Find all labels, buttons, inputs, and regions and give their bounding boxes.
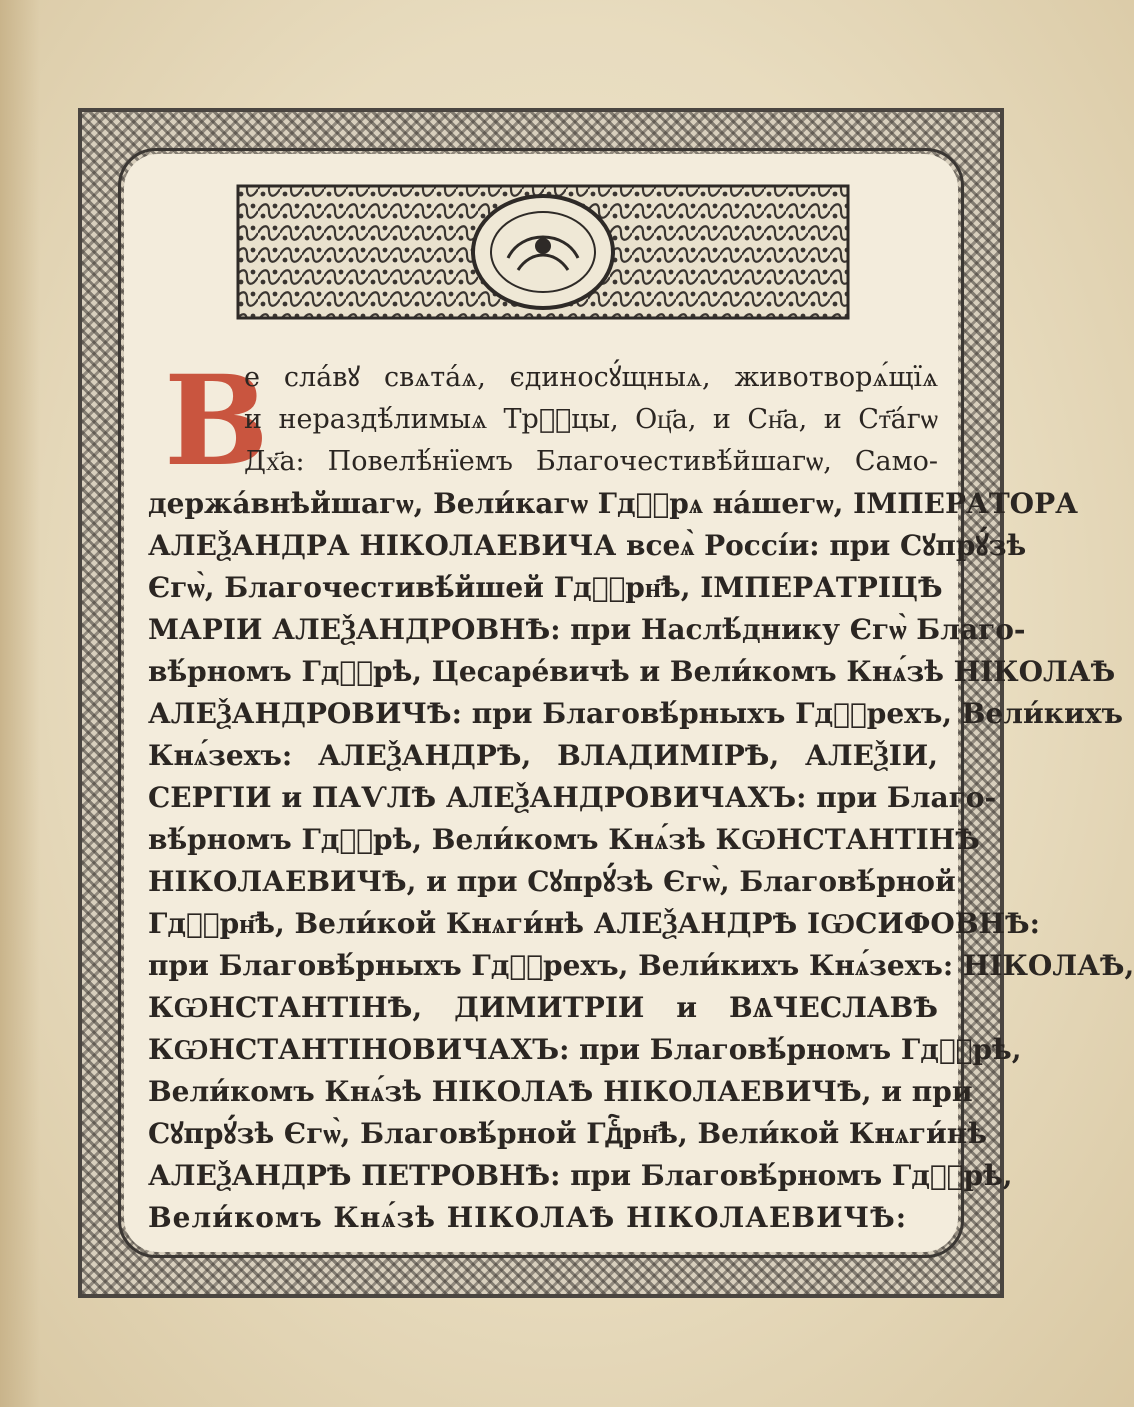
- text-line-11: СЕРГІИ и ПАѴЛѢ АЛЕѮАНДРОВИЧАХЪ: при Благо-: [148, 781, 997, 814]
- text-line-10: Кнѧ́зехъ: АЛЕѮАНДРѢ, ВЛАДИМІРѢ, АЛЕѮІИ,: [148, 739, 938, 772]
- text-line-18: Вели́комъ Кнѧ́зѣ НІКОЛАѢ НІКОЛАЕВИЧѢ, и при: [148, 1075, 973, 1108]
- text-line-5: АЛЕѮАНДРА НІКОЛАЕВИЧА всеѧ̀ Россі́и: при Сꙋпрꙋ́зѣ: [148, 529, 1027, 562]
- text-line-6: Єгѡ̀, Благочестивѣ́йшей Гдⷭ҇рн҃ѣ, ІМПЕРАТРІЦѢ: [148, 571, 943, 604]
- text-line-16: КѠНСТАНТІНѢ, ДИМИТРІИ и ВѦЧЕСЛАВѢ: [148, 991, 938, 1024]
- text-line-9: АЛЕѮАНДРОВИЧѢ: при Благовѣ́рныхъ Гдⷭ҇рехъ, Вели́кихъ: [148, 697, 1123, 730]
- text-line-17: КѠНСТАНТІНОВИЧАХЪ: при Благовѣ́рномъ Гдⷭ҇рѣ,: [148, 1033, 1022, 1066]
- text-line-8: вѣ́рномъ Гдⷭ҇рѣ, Цесаре́вичѣ и Вели́комъ Кнѧ́зѣ НІКОЛАѢ: [148, 655, 1116, 688]
- text-line-19: Сꙋпрꙋ́зѣ Єгѡ̀, Благовѣ́рной Гдⷭ҇рн҃ѣ, Вели́кой Кнѧги́нѣ: [148, 1117, 987, 1150]
- text-line-4: держа́внѣйшагѡ, Вели́кагѡ Гдⷭ҇рѧ на́шегѡ, ІМПЕРАТОРА: [148, 487, 1078, 520]
- text-line-1: е сла́вꙋ свѧта́ѧ, єдиносꙋ́щныѧ, животворѧ́щїѧ: [244, 362, 938, 393]
- text-line-13: НІКОЛАЕВИЧѢ, и при Сꙋпрꙋ́зѣ Єгѡ̀, Благовѣ́рной: [148, 865, 956, 898]
- text-line-21: Вели́комъ Кнѧ́зѣ НІКОЛАѢ НІКОЛАЕВИЧѢ:: [148, 1201, 908, 1234]
- text-line-20: АЛЕѮАНДРѢ ПЕТРОВНѢ: при Благовѣ́рномъ Гдⷭ҇рѣ,: [148, 1159, 1013, 1192]
- text-line-3: Дх҃а: Повелѣ́нїемъ Благочестивѣ́йшагѡ, Само-: [244, 446, 938, 477]
- text-line-15: при Благовѣ́рныхъ Гдⷭ҇рехъ, Вели́кихъ Кнѧ́зехъ: НІКОЛАѢ,: [148, 949, 1134, 982]
- drop-cap: В: [164, 349, 269, 494]
- text-line-2: и нераздѣ́лимыѧ Трⷪ҇цы, Оц҃а, и Сн҃а, и Ст҃а́гѡ: [244, 404, 938, 435]
- text-line-14: Гдⷭ҇рн҃ѣ, Вели́кой Кнѧги́нѣ АЛЕѮАНДРѢ ІѠСИФОВНѢ:: [148, 907, 1040, 940]
- text-line-12: вѣ́рномъ Гдⷭ҇рѣ, Вели́комъ Кнѧ́зѣ КѠНСТАНТІНѢ: [148, 823, 980, 856]
- page-edge-shadow: [0, 0, 40, 1407]
- text-line-7: МАРІИ АЛЕѮАНДРОВНѢ: при Наслѣ́днику Єгѡ̀ Благо-: [148, 613, 1026, 646]
- ornamental-headpiece: [236, 178, 850, 326]
